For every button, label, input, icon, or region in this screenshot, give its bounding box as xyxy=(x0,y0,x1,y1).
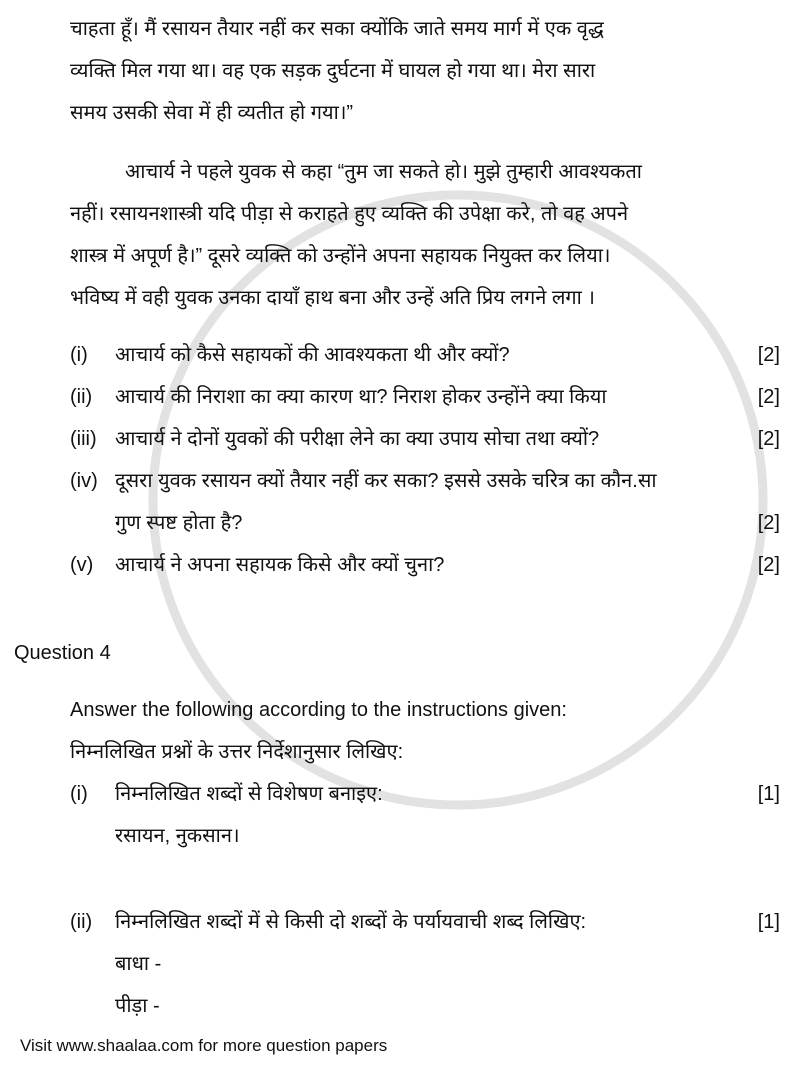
q4-item-answer xyxy=(70,985,780,1027)
subq-text: आचार्य ने अपना सहायक किसे और क्यों चुना? xyxy=(115,554,445,576)
subq-text: आचार्य को कैसे सहायकों की आवश्यकता थी और क्यों? xyxy=(115,344,510,366)
subq-marks: [2] xyxy=(757,344,780,366)
passage-line: समय उसकी सेवा में ही व्यतीत हो गया।” xyxy=(70,102,354,124)
q4-item-number: (i) xyxy=(70,783,88,805)
q4-item-answer xyxy=(70,815,780,857)
passage-line: चाहता हूँ। मैं रसायन तैयार नहीं कर सका क्योंकि जाते समय मार्ग में एक वृद्ध xyxy=(70,18,604,40)
subquestion xyxy=(70,544,780,586)
subq-number: (iv) xyxy=(70,470,98,492)
subq-number: (iii) xyxy=(70,428,97,450)
passage-line: आचार्य ने पहले युवक से कहा “तुम जा सकते हो। मुझे तुम्हारी आवश्यकता xyxy=(125,161,642,183)
subq-number: (v) xyxy=(70,554,94,576)
q4-item-answer xyxy=(70,943,780,985)
subq-marks: [2] xyxy=(757,512,780,534)
subq-marks: [2] xyxy=(757,554,780,576)
subquestion-continued xyxy=(70,502,780,544)
passage-line: भविष्य में वही युवक उनका दायाँ हाथ बना और उन्हें अति प्रिय लगने लगा । xyxy=(70,287,595,309)
subquestion xyxy=(70,418,780,460)
subq-text: आचार्य की निराशा का क्या कारण था? निराश होकर उन्होंने क्या किया xyxy=(115,386,607,408)
subq-text: आचार्य ने दोनों युवकों की परीक्षा लेने का क्या उपाय सोचा तथा क्यों? xyxy=(115,428,600,450)
passage-line: शास्त्र में अपूर्ण है।” दूसरे व्यक्ति को उन्होंने अपना सहायक नियुक्त कर लिया। xyxy=(70,245,611,267)
subquestion xyxy=(70,334,780,376)
q4-item-answer-line: पीड़ा - xyxy=(115,995,160,1017)
footer-link[interactable]: Visit www.shaalaa.com for more question papers xyxy=(20,1036,388,1055)
subq-text: दूसरा युवक रसायन क्यों तैयार नहीं कर सका? इससे उसके चरित्र का कौन.सा xyxy=(115,470,657,492)
q4-item xyxy=(70,901,780,943)
q4-item-text: निम्नलिखित शब्दों से विशेषण बनाइए: xyxy=(115,783,383,805)
q4-item-answer-line: रसायन, नुकसान। xyxy=(115,825,240,847)
subquestion xyxy=(70,376,780,418)
instruction-english: Answer the following according to the instructions given: xyxy=(70,699,567,721)
q4-item-answer-line: बाधा - xyxy=(115,953,162,975)
q4-item-marks: [1] xyxy=(757,783,780,805)
subquestion xyxy=(70,460,780,502)
subq-marks: [2] xyxy=(757,428,780,450)
subq-marks: [2] xyxy=(757,386,780,408)
q4-item-text: निम्नलिखित शब्दों में से किसी दो शब्दों के पर्यायवाची शब्द लिखिए: xyxy=(115,911,587,933)
q4-item-number: (ii) xyxy=(70,911,93,933)
question-3-subquestions xyxy=(70,334,780,586)
instruction-hindi: निम्नलिखित प्रश्नों के उत्तर निर्देशानुसार लिखिए: xyxy=(70,741,404,763)
q4-item-marks: [1] xyxy=(757,911,780,933)
passage-line: नहीं। रसायनशास्त्री यदि पीड़ा से कराहते हुए व्यक्ति की उपेक्षा करे, तो वह अपने xyxy=(70,203,629,225)
subq-number: (ii) xyxy=(70,386,93,408)
passage-line: व्यक्ति मिल गया था। वह एक सड़क दुर्घटना में घायल हो गया था। मेरा सारा xyxy=(70,60,596,82)
q4-item xyxy=(70,773,780,815)
subq-number: (i) xyxy=(70,344,88,366)
question-4-heading: Question 4 xyxy=(14,642,111,664)
subq-text-continued: गुण स्पष्ट होता है? xyxy=(115,512,243,534)
